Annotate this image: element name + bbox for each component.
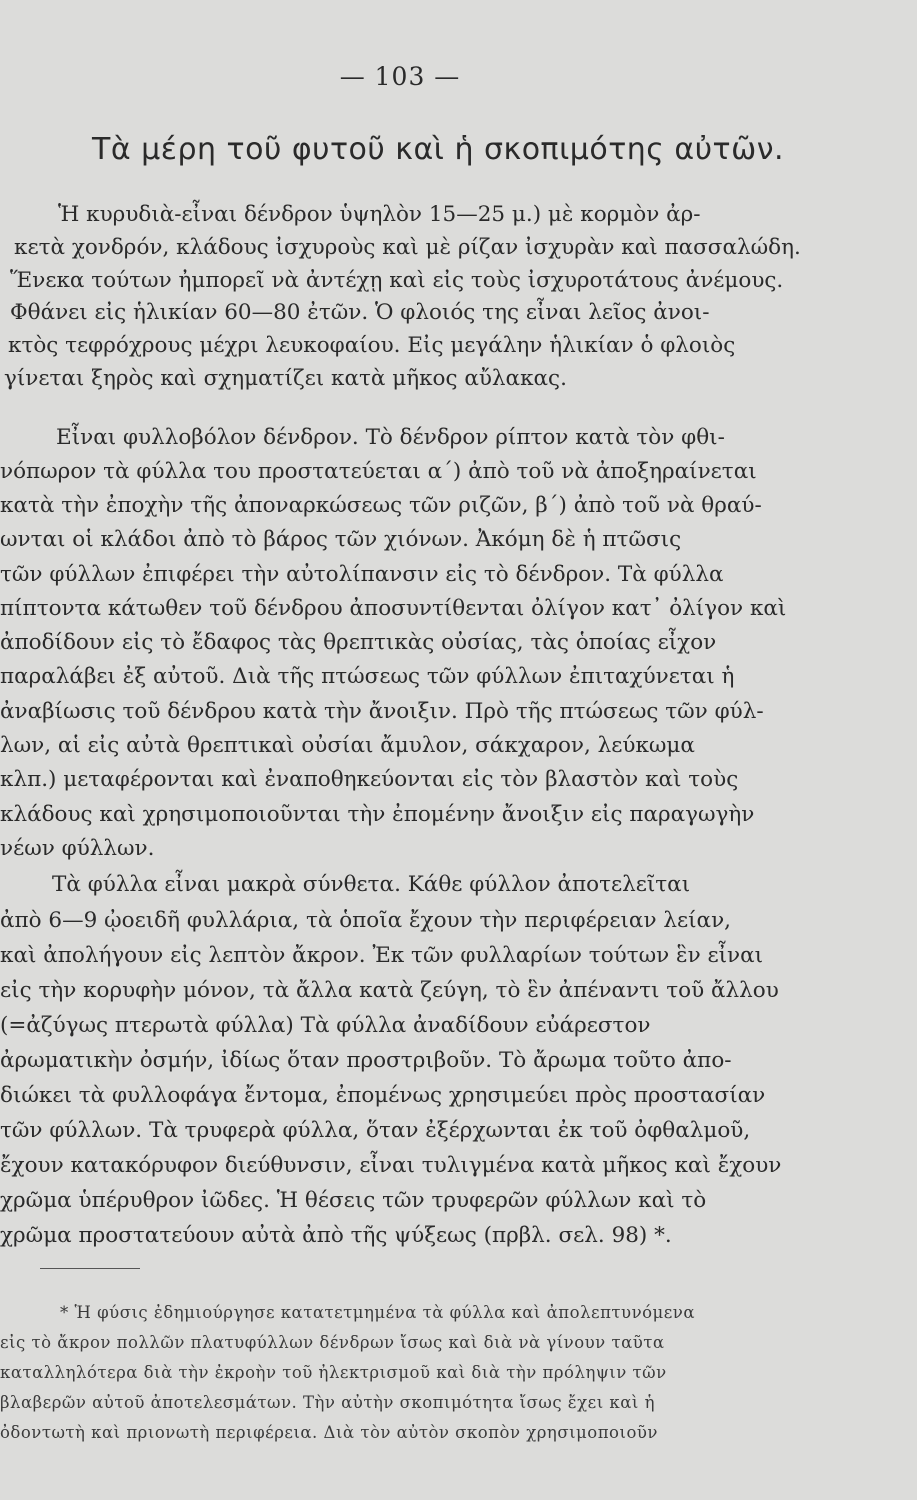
text-line: τῶν φύλλων. Τὰ τρυφερὰ φύλλα, ὅταν ἐξέρχωνται ἐκ τοῦ ὀφθαλμοῦ, [0, 1118, 751, 1143]
text-line: ωνται οἱ κλάδοι ἀπὸ τὸ βάρος τῶν χιόνων. Ἀκόμη δὲ ἡ πτῶσις [0, 527, 682, 552]
text-line: νόπωρον τὰ φύλλα του προστατεύεται α΄) ἀπὸ τοῦ νὰ ἀποξηραίνεται [0, 459, 757, 484]
text-line: (=ἀζύγως πτερωτὰ φύλλα) Τὰ φύλλα ἀναδίδουν εὐάρεστον [0, 1013, 651, 1038]
text-line: κλπ.) μεταφέρονται καὶ ἐναποθηκεύονται εἰς τὸν βλαστὸν καὶ τοὺς [0, 767, 739, 792]
text-line: ἀποδίδουν εἰς τὸ ἔδαφος τὰς θρεπτικὰς οὐσίας, τὰς ὁποίας εἶχον [0, 630, 717, 655]
text-line: Εἶναι φυλλοβόλον δένδρον. Τὸ δένδρον ρίπτον κατὰ τὸν φθι- [56, 425, 725, 450]
text-line: γίνεται ξηρὸς καὶ σχηματίζει κατὰ μῆκος αὔλακας. [4, 366, 567, 391]
footnote-line: ὀδοντωτὴ καὶ πριονωτὴ περιφέρεια. Διὰ τὸν αὐτὸν σκοπὸν χρησιμοποιοῦν [0, 1423, 658, 1442]
footnote-line: καταλληλότερα διὰ τὴν ἐκροὴν τοῦ ἠλεκτρισμοῦ καὶ διὰ τὴν πρόληψιν τῶν [0, 1363, 667, 1382]
section-title: Τὰ μέρη τοῦ φυτοῦ καὶ ἡ σκοπιμότης αὐτῶν. [92, 132, 785, 167]
text-line: ἔχουν κατακόρυφον διεύθυνσιν, εἶναι τυλιγμένα κατὰ μῆκος καὶ ἔχουν [0, 1153, 782, 1178]
text-line: Ἡ κυρυδιὰ-εἶναι δένδρον ὑψηλὸν 15—25 μ.) μὲ κορμὸν ἀρ- [58, 202, 701, 227]
text-line: ἀναβίωσις τοῦ δένδρου κατὰ τὴν ἄνοιξιν. Πρὸ τῆς πτώσεως τῶν φύλ- [0, 699, 764, 724]
page-number: — 103 — [339, 62, 461, 91]
text-line: Ἕνεκα τούτων ἠμπορεῖ νὰ ἀντέχῃ καὶ εἰς τοὺς ἰσχυροτάτους ἀνέμους. [10, 268, 784, 293]
footnote-line: * Ἡ φύσις ἐδημιούργησε κατατετμημένα τὰ φύλλα καὶ ἀπολεπτυνόμενα [60, 1303, 695, 1322]
text-line: παραλάβει ἐξ αὐτοῦ. Διὰ τῆς πτώσεως τῶν φύλλων ἐπιταχύνεται ἡ [0, 664, 735, 689]
text-line: Τὰ φύλλα εἶναι μακρὰ σύνθετα. Κάθε φύλλον ἀποτελεῖται [52, 872, 691, 897]
text-line: χρῶμα ὑπέρυθρον ἰῶδες. Ἡ θέσεις τῶν τρυφερῶν φύλλων καὶ τὸ [0, 1188, 707, 1213]
text-line: καὶ ἀπολήγουν εἰς λεπτὸν ἄκρον. Ἐκ τῶν φυλλαρίων τούτων ἓν εἶναι [0, 943, 764, 968]
text-line: κλάδους καὶ χρησιμοποιοῦνται τὴν ἐπομένην ἄνοιξιν εἰς παραγωγὴν [0, 802, 755, 827]
text-line: πίπτοντα κάτωθεν τοῦ δένδρου ἀποσυντίθενται ὀλίγον κατ᾽ ὀλίγον καὶ [0, 596, 787, 621]
footnote-line: βλαβερῶν αὐτοῦ ἀποτελεσμάτων. Τὴν αὐτὴν σκοπιμότητα ἴσως ἔχει καὶ ἡ [0, 1393, 655, 1412]
text-line: ἀρωματικὴν ὀσμήν, ἰδίως ὅταν προστριβοῦν. Τὸ ἄρωμα τοῦτο ἀπο- [0, 1048, 732, 1073]
text-line: νέων φύλλων. [0, 836, 155, 861]
text-line: λων, αἱ εἰς αὐτὰ θρεπτικαὶ οὐσίαι ἄμυλον, σάκχαρον, λεύκωμα [0, 733, 695, 758]
text-line: κατὰ τὴν ἐποχὴν τῆς ἀποναρκώσεως τῶν ριζῶν, β΄) ἀπὸ τοῦ νὰ θραύ- [0, 493, 762, 518]
footnote-rule [40, 1268, 140, 1269]
text-line: Φθάνει εἰς ἡλικίαν 60—80 ἐτῶν. Ὁ φλοιός της εἶναι λεῖος ἀνοι- [10, 300, 710, 325]
text-line: διώκει τὰ φυλλοφάγα ἔντομα, ἐπομένως χρησιμεύει πρὸς προστασίαν [0, 1083, 766, 1108]
text-line: ἀπὸ 6—9 ᾠοειδῆ φυλλάρια, τὰ ὁποῖα ἔχουν τὴν περιφέρειαν λείαν, [0, 908, 731, 933]
footnote-line: εἰς τὸ ἄκρον πολλῶν πλατυφύλλων δένδρων ἴσως καὶ διὰ νὰ γίνουν ταῦτα [0, 1333, 665, 1352]
text-line: κετὰ χονδρόν, κλάδους ἰσχυροὺς καὶ μὲ ρίζαν ἰσχυρὰν καὶ πασσαλώδη. [14, 235, 801, 260]
text-line: εἰς τὴν κορυφὴν μόνον, τὰ ἄλλα κατὰ ζεύγη, τὸ ἓν ἀπέναντι τοῦ ἄλλου [0, 978, 779, 1003]
text-line: τῶν φύλλων ἐπιφέρει τὴν αὐτολίπανσιν εἰς τὸ δένδρον. Τὰ φύλλα [0, 562, 724, 587]
text-line: κτὸς τεφρόχρους μέχρι λευκοφαίου. Εἰς μεγάλην ἡλικίαν ὁ φλοιὸς [8, 333, 736, 358]
text-line: χρῶμα προστατεύουν αὐτὰ ἀπὸ τῆς ψύξεως (πρβλ. σελ. 98) *. [0, 1223, 672, 1248]
